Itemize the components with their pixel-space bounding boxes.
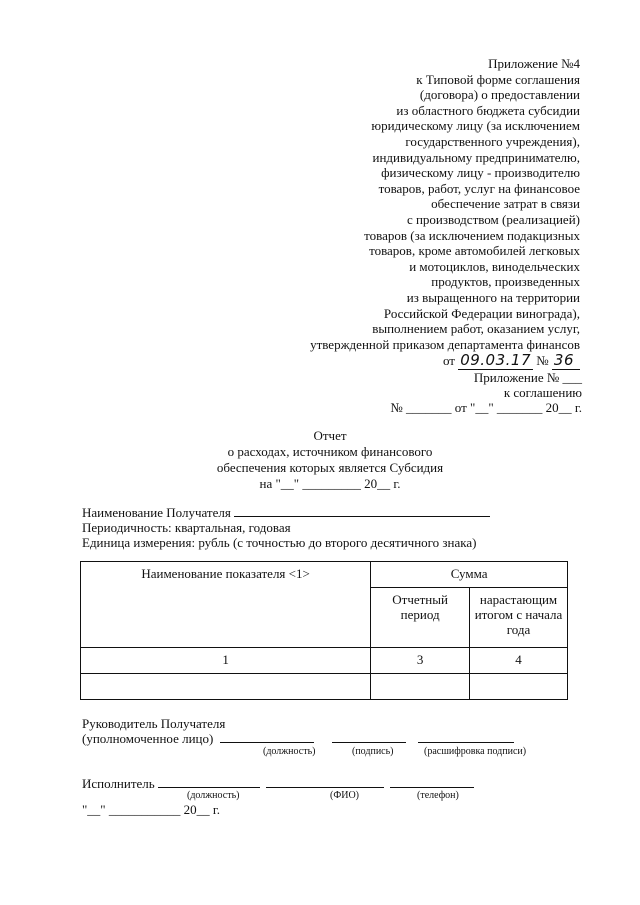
empty-cell[interactable] [470,674,568,700]
empty-cell[interactable] [81,674,371,700]
report-title-line2: о расходах, источником финансового [227,444,433,459]
annex-line: физическому лицу - производителю [381,165,580,181]
order-number: 36 [552,351,580,370]
agreement-annex-line1: Приложение № ___ [473,370,582,385]
annex-line: и мотоциклов, винодельческих [409,258,580,274]
head-position-blank[interactable] [220,742,314,743]
date-line: "__" ___________ 20__ г. [82,802,220,817]
executor-fio-blank[interactable] [266,787,384,788]
column-number: 1 [81,648,371,674]
unit-of-measure: Единица измерения: рубль (с точностью до второго десятичного знака) [82,535,477,550]
empty-cell[interactable] [371,674,470,700]
annex-line: государственного учреждения), [405,134,580,149]
annex-line: товаров, кроме автомобилей легковых [369,243,580,259]
column-number: 3 [371,648,470,674]
annex-line: индивидуальному предпринимателю, [372,149,580,165]
agreement-annex-line3: № _______ от "__" _______ 20__ г. [390,400,582,415]
caption-fio: (ФИО) [330,790,360,801]
recipient-blank[interactable] [234,504,490,517]
annex-line: товаров, работ, услуг на финансовое [378,180,580,196]
caption-signature: (подпись) [352,746,394,757]
annex-line: из областного бюджета субсидии [396,102,580,118]
col-sum-header: Сумма [371,562,568,588]
annex-line: Российской Федерации винограда), [383,305,580,321]
annex-line: с производством (реализацией) [406,212,580,227]
executor-label: Исполнитель [82,776,155,791]
head-label-line2: (уполномоченное лицо) [82,731,214,746]
caption-position: (должность) [187,790,240,801]
annex-line: Приложение №4 [488,56,580,71]
annex-line: из выращенного на территории [406,290,580,305]
executor-position-blank[interactable] [158,787,260,788]
report-title-line4: на "__" _________ 20__ г. [259,476,401,491]
report-table [80,561,568,700]
report-title-line3: обеспечения которых является Субсидия [216,460,444,475]
col-reporting-period-header: Отчетный период [371,588,470,648]
annex-line: выполнением работ, оказанием услуг, [372,321,580,337]
caption-decode: (расшифровка подписи) [424,746,527,757]
head-signature-blank[interactable] [332,742,406,743]
report-title-line1: Отчет [313,428,347,443]
head-label-line1: Руководитель Получателя [82,716,226,731]
column-number: 4 [470,648,568,674]
annex-line: обеспечение затрат в связи [431,196,580,212]
col-cumulative-header: нарастающим итогом с начала года [470,588,568,648]
periodicity: Периодичность: квартальная, годовая [82,520,291,535]
head-decode-blank[interactable] [418,742,514,743]
annex-line: товаров (за исключением подакцизных [364,227,580,243]
order-date: 09.03.17 [460,351,531,369]
recipient-field [82,504,490,520]
executor-phone-blank[interactable] [390,787,474,788]
col-indicator-header: Наименование показателя <1> [81,562,371,648]
order-prefix: от [442,353,455,368]
annex-line: продуктов, произведенных [431,274,580,290]
order-ref [443,351,580,370]
annex-line: к Типовой форме соглашения [416,71,580,87]
caption-position: (должность) [263,746,316,757]
annex-line: утвержденной приказом департамента финансов [310,336,580,352]
recipient-label: Наименование Получателя [82,505,231,520]
caption-phone: (телефон) [417,790,459,801]
annex-line: юридическому лицу (за исключением [371,118,580,134]
annex-line: (договора) о предоставлении [419,87,580,103]
order-no-label: № [536,353,549,368]
agreement-annex-line2: к соглашению [503,385,582,400]
